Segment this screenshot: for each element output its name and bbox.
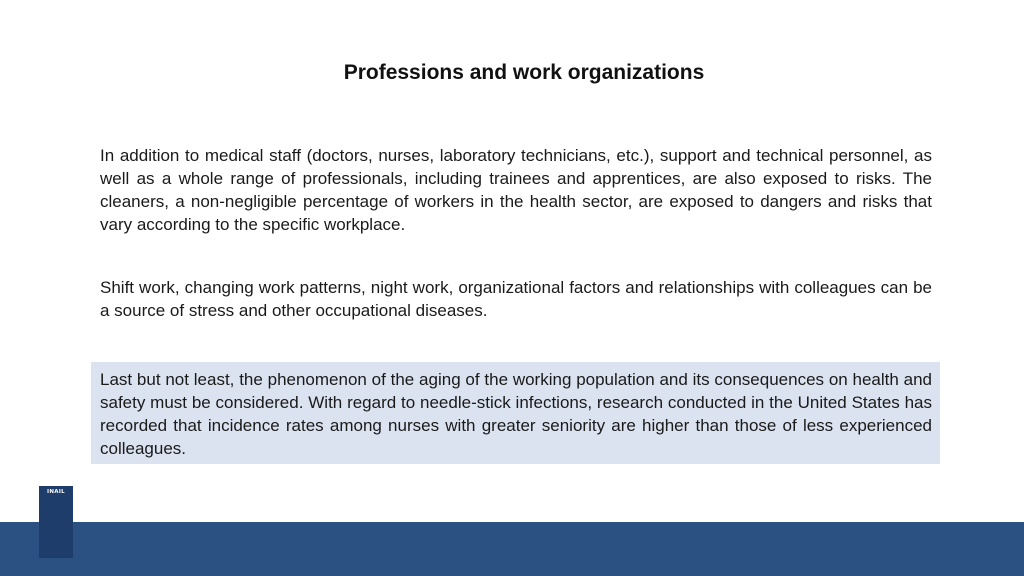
logo-text: INAIL: [47, 489, 65, 495]
paragraph-aging-workforce: Last but not least, the phenomenon of the aging of the working population and its consequences on health and safety must be considered. With regard to needle-stick infections, research conducted in the United States has recorded that incidence rates among nurses with greater seniority are higher than those of less experienced colleagues.: [100, 370, 932, 458]
slide-title: Professions and work organizations: [343, 61, 705, 84]
footer-band: [0, 522, 1024, 576]
paragraph-medical-staff: In addition to medical staff (doctors, nurses, laboratory technicians, etc.), support and technical personnel, as well as a whole range of professionals, including trainees and apprentices, are also exposed to risks. The cleaners, a non-negligible percentage of workers in the health sector, are exposed to dangers and risks that vary according to the specific workplace.: [100, 146, 932, 234]
paragraph-shift-work: Shift work, changing work patterns, night work, organizational factors and relationships with colleagues can be a source of stress and other occupational diseases.: [100, 278, 932, 320]
inail-logo: [39, 486, 73, 558]
